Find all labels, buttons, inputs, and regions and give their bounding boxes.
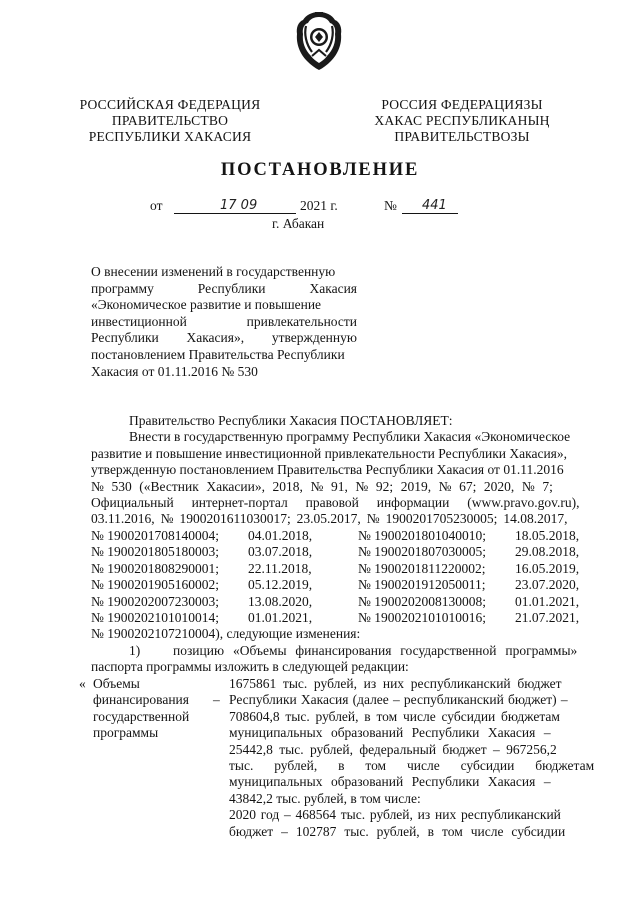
registry-row xyxy=(91,544,594,560)
subject-word: привлекательности xyxy=(246,313,357,329)
registry-cell: № 1900201912050011; xyxy=(358,577,486,593)
subject-word: Республики xyxy=(91,330,159,346)
registry-cell: № 1900201805180003; xyxy=(91,544,220,560)
registry-cell: 01.01.2021, xyxy=(248,609,313,625)
registry-cell: 03.07.2018, xyxy=(248,544,313,560)
registry-cell: № 1900202101010014; xyxy=(91,609,220,625)
item-text: позицию «Объемы финансирования государственной программы» xyxy=(173,642,578,658)
table-text-line: 25442,8 тыс. рублей, федеральный бюджет – 967256,2 xyxy=(229,741,557,757)
registry-cell: 18.05.2018, xyxy=(515,528,580,543)
registry-row xyxy=(91,594,594,610)
table-dash: – xyxy=(213,692,220,708)
date-year: 2021 г. xyxy=(300,198,338,213)
subject-line: постановлением Правительства Республики xyxy=(91,346,345,362)
subject-word: утвержденную xyxy=(271,330,357,346)
registry-cell: № 1900202008130008; xyxy=(358,593,487,609)
body-line: Внести в государственную программу Республики Хакасия «Экономическое xyxy=(129,429,571,445)
number-label: № xyxy=(384,198,397,213)
body-line: утвержденную постановлением Правительства Республики Хакасия от 01.11.2016 xyxy=(91,462,564,478)
table-text-line: 2020 год – 468564 тыс. рублей, из них республиканский xyxy=(229,807,561,823)
registry-cell: № 1900201808290001; xyxy=(91,560,220,576)
registry-cell: 01.01.2021, xyxy=(515,593,580,609)
registry-cell: 29.08.2018, xyxy=(515,544,580,560)
body-intro xyxy=(91,413,594,528)
date-handwritten: 17 09 xyxy=(220,198,258,213)
subject-line: О внесении изменений в государственную xyxy=(91,264,336,279)
registry-cell: № 1900201801040010; xyxy=(358,528,487,543)
subject-line: «Экономическое развитие и повышение xyxy=(91,297,322,313)
registry-row xyxy=(91,528,594,544)
open-quote: « xyxy=(79,676,86,691)
subject-word: инвестиционной xyxy=(91,313,187,329)
subject-word: Республики xyxy=(197,280,266,296)
registry-cell: № 1900202007230003; xyxy=(91,593,220,609)
item-line xyxy=(91,643,594,659)
city: г. Абакан xyxy=(272,216,325,231)
registry-cell: № 1900201905160002; xyxy=(91,577,220,593)
registry-cell: 05.12.2019, xyxy=(248,577,313,593)
item-text: паспорта программы изложить в следующей редакции: xyxy=(91,659,409,675)
subject-block xyxy=(91,264,357,380)
table-text-line: тыс. рублей, в том числе субсидии бюджетам xyxy=(229,757,595,773)
header-right-line: ПРАВИТЕЛЬСТВОЗЫ xyxy=(394,129,530,144)
registry-row xyxy=(91,561,594,577)
table-label-line: программы xyxy=(93,725,159,741)
header-right-khakas xyxy=(356,97,568,145)
table-label-line xyxy=(91,692,221,708)
subject-word: Хакасия», xyxy=(186,330,245,346)
subject-line: Хакасия от 01.11.2016 № 530 xyxy=(91,363,258,379)
item-number: 1) xyxy=(129,642,141,658)
table-text-line: 1675861 тыс. рублей, из них республиканский бюджет xyxy=(229,676,562,691)
registry-cell: 04.01.2018, xyxy=(248,528,313,543)
header-left-line: ПРАВИТЕЛЬСТВО xyxy=(111,113,229,128)
table-text-line: муниципальных образований Республики Хакасия – xyxy=(229,725,551,741)
table-text-line: бюджет – 102787 тыс. рублей, в том числе субсидии xyxy=(229,823,566,839)
document-title: ПОСТАНОВЛЕНИЕ xyxy=(220,160,420,180)
body-line: Правительство Республики Хакасия ПОСТАНОВЛЯЕТ: xyxy=(129,413,453,428)
number-handwritten: 441 xyxy=(422,198,447,213)
registry-closing-line: № 1900202107210004), следующие изменения: xyxy=(91,626,361,642)
body-line: развитие и повышение инвестиционной привлекательности Республики Хакасия», xyxy=(91,445,568,461)
table-text-line: муниципальных образований Республики Хакасия – xyxy=(229,774,551,790)
registry-table xyxy=(91,528,594,676)
registry-row xyxy=(91,610,594,626)
header-right-line: ХАКАС РЕСПУБЛИКАНЫҢ xyxy=(374,113,550,128)
subject-word: программу xyxy=(91,280,154,296)
item-line xyxy=(91,659,594,675)
table-left-label xyxy=(91,676,221,742)
coat-of-arms-emblem xyxy=(294,10,344,72)
header-left-line: РЕСПУБЛИКИ ХАКАСИЯ xyxy=(88,129,252,144)
subject-line xyxy=(91,314,357,331)
subject-line xyxy=(91,330,357,347)
table-text-line: 43842,2 тыс. рублей, в том числе: xyxy=(229,790,421,806)
subject-word: Хакасия xyxy=(309,280,357,296)
registry-cell: 22.11.2018, xyxy=(248,560,312,576)
registry-row xyxy=(91,577,594,593)
body-line: № 530 («Вестник Хакасии», 2018, № 91, № 92; 2019, № 67; 2020, № 7; xyxy=(91,478,553,494)
header-right-line: РОССИЯ ФЕДЕРАЦИЯЗЫ xyxy=(381,97,543,112)
registry-cell: 23.07.2020, xyxy=(515,577,580,593)
table-label-line: государственной xyxy=(93,708,190,724)
date-prefix: от xyxy=(150,198,163,213)
subject-line xyxy=(91,281,357,298)
body-line: 03.11.2016, № 1900201611030017; 23.05.2017, № 1900201705230005; 14.08.2017, xyxy=(91,511,568,527)
table-text-line: 708604,8 тыс. рублей, в том числе субсидии бюджетам xyxy=(229,708,560,724)
table-label-line: Объемы xyxy=(93,676,140,691)
registry-cell: 21.07.2021, xyxy=(515,609,580,625)
registry-row xyxy=(91,626,594,642)
registry-cell: № 1900201811220002; xyxy=(358,560,486,576)
table-label-word: финансирования xyxy=(93,692,189,708)
registry-cell: № 1900201807030005; xyxy=(358,544,487,560)
body-line: Официальный интернет-портал правовой информации (www.pravo.gov.ru), xyxy=(91,494,580,510)
registry-cell: № 1900201708140004; xyxy=(91,528,220,543)
table-text-line: Республики Хакасия (далее – республиканский бюджет) – xyxy=(229,692,568,708)
registry-cell: 16.05.2019, xyxy=(515,560,580,576)
header-left-russian xyxy=(70,97,270,145)
registry-cell: 13.08.2020, xyxy=(248,593,313,609)
header-left-line: РОССИЙСКАЯ ФЕДЕРАЦИЯ xyxy=(79,97,261,112)
registry-cell: № 1900202101010016; xyxy=(358,609,487,625)
table-right-text xyxy=(229,676,595,840)
